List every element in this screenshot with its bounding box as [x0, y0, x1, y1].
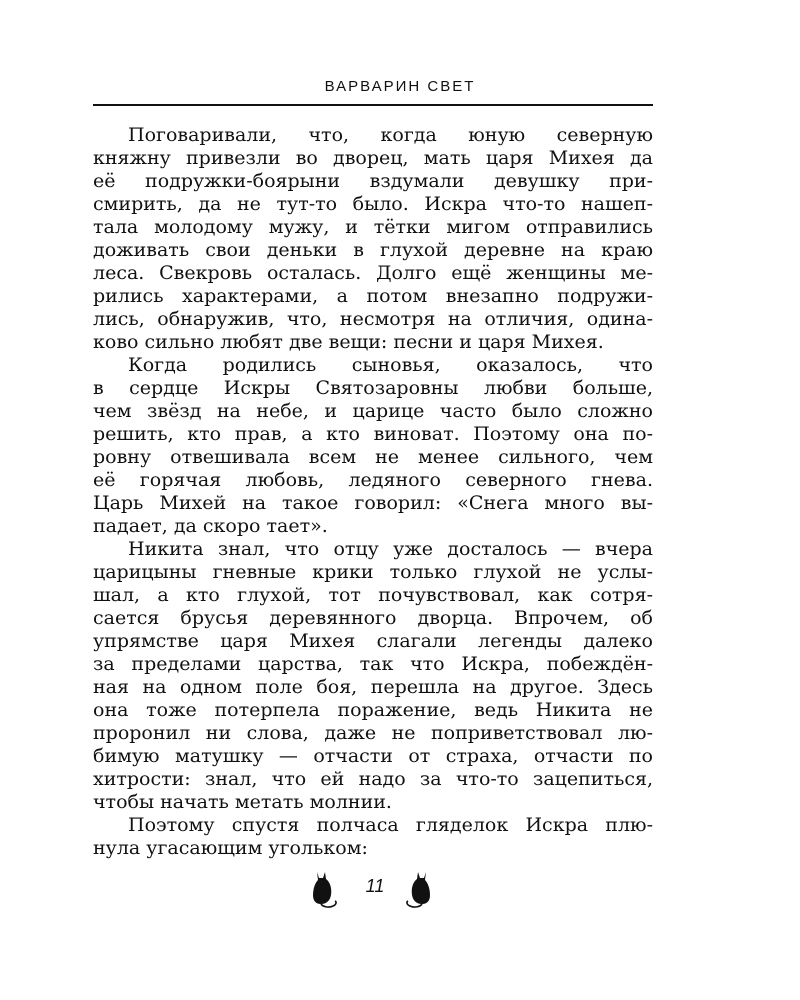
text-line: чтобы начать метать молнии.	[93, 791, 392, 813]
text-line: лись, обнаружив, что, несмотря на отличия, одина-	[93, 308, 653, 330]
text-line: решить, кто прав, а кто виноват. Поэтому она по-	[93, 423, 653, 445]
header-rule	[93, 104, 653, 106]
text-line: ково сильно любят две вещи: песни и царя Михея.	[93, 331, 604, 353]
text-line: падает, да скоро тает».	[93, 515, 328, 537]
page-footer	[0, 870, 800, 910]
text-line: хитрости: знал, что ей надо за что-то зацепиться,	[93, 768, 653, 790]
text-line: за пределами царства, так что Искра, побеждён-	[93, 653, 653, 675]
text-line: Когда родились сыновья, оказалось, что	[128, 354, 653, 376]
text-line: царицыны гневные крики только глухой не услы-	[93, 561, 653, 583]
text-line: Никита знал, что отцу уже досталось — вчера	[128, 538, 653, 560]
text-line: ровну отвешивала всем не менее сильного, чем	[93, 446, 653, 468]
text-line: Царь Михей на такое говорил: «Снега много вы-	[93, 492, 653, 514]
cat-icon	[309, 870, 339, 910]
text-line: смирить, да не тут-то было. Искра что-то нашеп-	[93, 193, 653, 215]
text-line: шал, а кто глухой, тот почувствовал, как сотря-	[93, 584, 653, 606]
text-line: Поэтому спустя полчаса гляделок Искра плю-	[128, 814, 653, 836]
text-line: бимую матушку — отчасти от страха, отчасти по	[93, 745, 653, 767]
running-title: ВАРВАРИН СВЕТ	[324, 78, 476, 95]
text-line: сается брусья деревянного дворца. Впрочем, об	[93, 607, 653, 629]
text-line: её горячая любовь, ледяного северного гнева.	[93, 469, 653, 491]
text-line: чем звёзд на небе, и царице часто было сложно	[93, 400, 653, 422]
text-line: упрямстве царя Михея слагали легенды далеко	[93, 630, 653, 652]
body-text	[93, 124, 653, 860]
text-line: её подружки-боярыни вздумали девушку при-	[93, 170, 653, 192]
text-line: в сердце Искры Святозаровны любви больше,	[93, 377, 653, 399]
text-line: она тоже потерпела поражение, ведь Никита не	[93, 699, 653, 721]
cat-icon	[404, 870, 434, 910]
text-line: ная на одном поле боя, перешла на другое. Здесь	[93, 676, 653, 698]
text-line: проронил ни слова, даже не поприветствовал лю-	[93, 722, 653, 744]
text-line: нула угасающим угольком:	[93, 837, 368, 859]
text-line: доживать свои деньки в глухой деревне на краю	[93, 239, 653, 261]
text-line: тала молодому мужу, и тётки мигом отправились	[93, 216, 653, 238]
text-line: рились характерами, а потом внезапно подружи-	[93, 285, 653, 307]
text-line: леса. Свекровь осталась. Долго ещё женщины ме-	[93, 262, 653, 284]
page-number: 11	[365, 876, 385, 896]
text-line: Поговаривали, что, когда юную северную	[128, 124, 653, 146]
text-line: княжну привезли во дворец, мать царя Михея да	[93, 147, 653, 169]
